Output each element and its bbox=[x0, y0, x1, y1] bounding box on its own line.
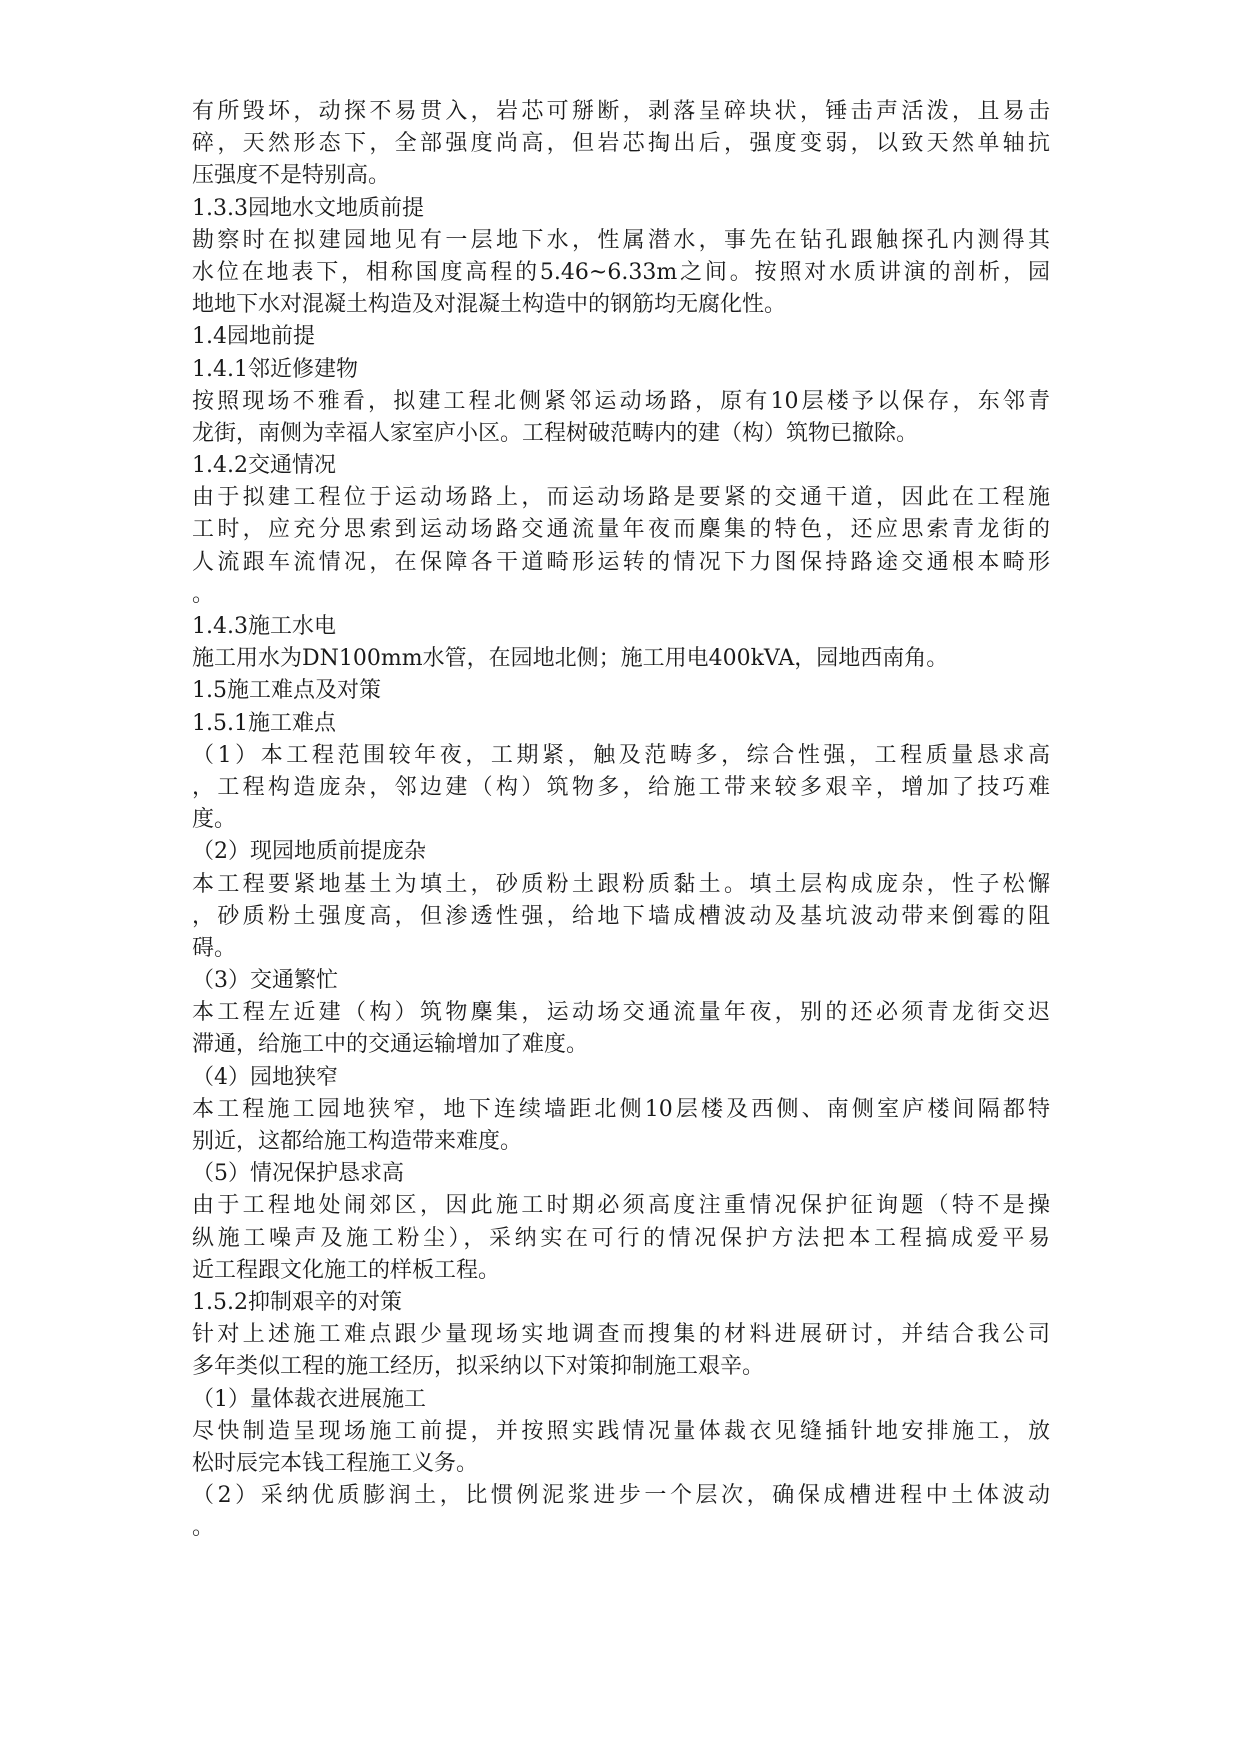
text-line: 。 bbox=[192, 1515, 215, 1541]
text-line: 别近，这都给施工构造带来难度。 bbox=[192, 1129, 523, 1154]
text-line: 针对上述施工难点跟少量现场实地调查而搜集的材料进展研讨，并结合我公司 bbox=[192, 1322, 1050, 1348]
text-line: 按照现场不雅看，拟建工程北侧紧邻运动场路，原有10层楼予以保存，东邻青 bbox=[192, 388, 1050, 414]
text-line: ，砂质粉土强度高，但渗透性强，给地下墙成槽波动及基坑波动带来倒霉的阻 bbox=[192, 903, 1050, 929]
section-heading: 1.4.1邻近修建物 bbox=[192, 356, 358, 382]
text-line: 龙街，南侧为幸福人家室庐小区。工程树破范畴内的建（构）筑物已撤除。 bbox=[192, 420, 919, 446]
section-heading: 1.5.1施工难点 bbox=[192, 710, 336, 736]
text-line: 尽快制造呈现场施工前提，并按照实践情况量体裁衣见缝插针地安排施工，放 bbox=[192, 1418, 1050, 1444]
text-line: 度。 bbox=[192, 807, 237, 833]
text-line: 水位在地表下，相称国度高程的5.46~6.33m之间。按照对水质讲演的剖析，园 bbox=[192, 259, 1050, 285]
text-line: 由于拟建工程位于运动场路上，而运动场路是要紧的交通干道，因此在工程施 bbox=[192, 485, 1050, 511]
text-line: 施工用水为DN100mm水管，在园地北侧；施工用电400kVA，园地西南角。 bbox=[192, 646, 949, 672]
text-line: 滞通，给施工中的交通运输增加了难度。 bbox=[192, 1032, 589, 1058]
list-heading: （1）量体裁衣进展施工 bbox=[192, 1386, 426, 1412]
text-line: （2）采纳优质膨润土，比惯例泥浆进步一个层次，确保成槽进程中土体波动 bbox=[192, 1483, 1050, 1509]
text-line: 近工程跟文化施工的样板工程。 bbox=[192, 1257, 501, 1283]
text-line: 本工程要紧地基土为填土，砂质粉土跟粉质黏土。填土层构成庞杂，性子松懈 bbox=[192, 871, 1050, 897]
text-line: 碍。 bbox=[192, 935, 237, 961]
list-heading: （4）园地狭窄 bbox=[192, 1064, 338, 1090]
document-body bbox=[192, 96, 1050, 1544]
text-line: 多年类似工程的施工经历，拟采纳以下对策抑制施工艰辛。 bbox=[192, 1354, 765, 1380]
text-line: 压强度不是特别高。 bbox=[192, 163, 391, 189]
text-line: 人流跟车流情况，在保障各干道畸形运转的情况下力图保持路途交通根本畸形 bbox=[192, 549, 1050, 575]
text-line: 本工程施工园地狭窄，地下连续墙距北侧10层楼及西侧、南侧室庐楼间隔都特 bbox=[192, 1096, 1050, 1122]
text-line: 松时辰完本钱工程施工义务。 bbox=[192, 1450, 479, 1476]
section-heading: 1.4园地前提 bbox=[192, 324, 315, 350]
text-line: 纵施工噪声及施工粉尘），采纳实在可行的情况保护方法把本工程搞成爱平易 bbox=[192, 1225, 1050, 1251]
text-line: 由于工程地处闹郊区，因此施工时期必须高度注重情况保护征询题（特不是操 bbox=[192, 1193, 1050, 1219]
text-line: 碎，天然形态下，全部强度尚高，但岩芯掏出后，强度变弱，以致天然单轴抗 bbox=[192, 131, 1050, 157]
section-heading: 1.3.3园地水文地质前提 bbox=[192, 195, 424, 221]
section-heading: 1.4.3施工水电 bbox=[192, 614, 336, 639]
text-line: ，工程构造庞杂，邻边建（构）筑物多，给施工带来较多艰辛，增加了技巧难 bbox=[192, 774, 1050, 800]
section-heading: 1.4.2交通情况 bbox=[192, 453, 336, 479]
text-line: 。 bbox=[192, 581, 215, 607]
section-heading: 1.5施工难点及对策 bbox=[192, 678, 381, 704]
text-line: 工时，应充分思索到运动场路交通流量年夜而麇集的特色，还应思索青龙街的 bbox=[192, 517, 1050, 543]
list-heading: （3）交通繁忙 bbox=[192, 968, 338, 994]
text-line: 勘察时在拟建园地见有一层地下水，性属潜水，事先在钻孔跟触探孔内测得其 bbox=[192, 227, 1050, 253]
text-line: 本工程左近建（构）筑物麇集，运动场交通流量年夜，别的还必须青龙街交迟 bbox=[192, 1000, 1050, 1026]
text-line: 地地下水对混凝土构造及对混凝土构造中的钢筋均无腐化性。 bbox=[192, 292, 787, 318]
text-line: （1）本工程范围较年夜，工期紧，触及范畴多，综合性强，工程质量恳求高 bbox=[192, 742, 1050, 768]
section-heading: 1.5.2抑制艰辛的对策 bbox=[192, 1289, 402, 1315]
list-heading: （2）现园地质前提庞杂 bbox=[192, 839, 426, 865]
list-heading: （5）情况保护恳求高 bbox=[192, 1161, 404, 1187]
text-line: 有所毁坏，动探不易贯入，岩芯可掰断，剥落呈碎块状，锤击声活泼，且易击 bbox=[192, 99, 1050, 124]
